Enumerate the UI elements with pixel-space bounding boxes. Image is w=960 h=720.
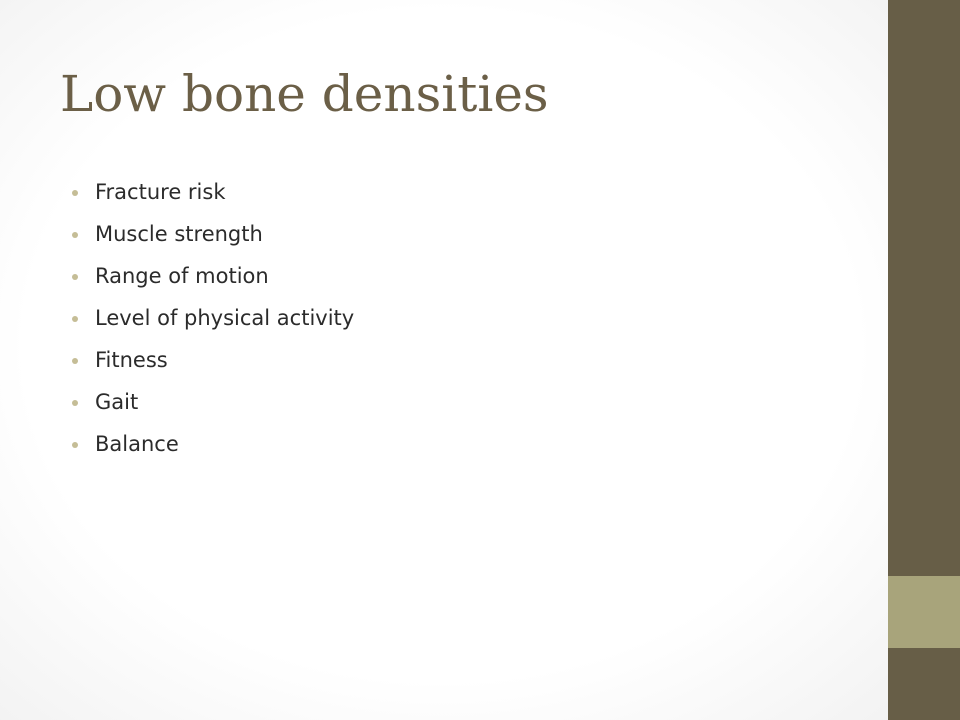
slide-title: Low bone densities bbox=[60, 65, 549, 123]
bullet-text: Level of physical activity bbox=[95, 306, 355, 330]
bullet-list bbox=[72, 174, 354, 468]
list-item bbox=[72, 174, 354, 216]
list-item bbox=[72, 300, 354, 342]
list-item bbox=[72, 342, 354, 384]
bullet-text: Balance bbox=[95, 432, 179, 456]
list-item bbox=[72, 384, 354, 426]
bullet-icon bbox=[72, 442, 78, 448]
bullet-icon bbox=[72, 358, 78, 364]
bullet-text: Range of motion bbox=[95, 264, 269, 288]
bullet-text: Gait bbox=[95, 390, 139, 414]
bullet-icon bbox=[72, 274, 78, 280]
bullet-icon bbox=[72, 232, 78, 238]
list-item bbox=[72, 426, 354, 468]
bullet-icon bbox=[72, 400, 78, 406]
bullet-text: Muscle strength bbox=[95, 222, 263, 246]
bullet-text: Fracture risk bbox=[95, 180, 226, 204]
bullet-icon bbox=[72, 316, 78, 322]
list-item bbox=[72, 258, 354, 300]
bullet-text: Fitness bbox=[95, 348, 168, 372]
list-item bbox=[72, 216, 354, 258]
decorative-side-accent bbox=[888, 576, 960, 648]
bullet-icon bbox=[72, 190, 78, 196]
